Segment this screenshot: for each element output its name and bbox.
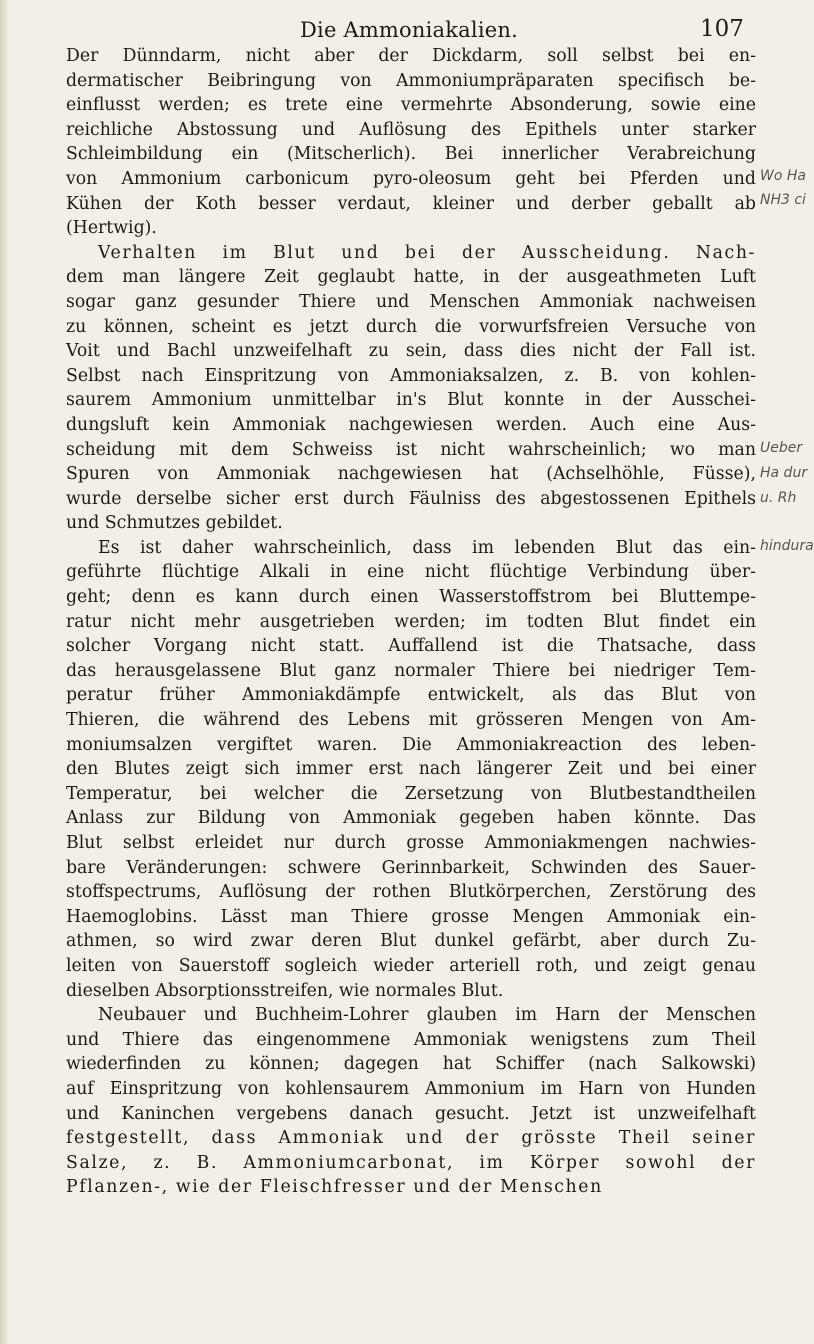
body-text <box>66 44 756 1200</box>
text-line: scheidung mit dem Schweiss ist nicht wahrscheinlich; wo man <box>66 439 756 460</box>
text-line: von Ammonium carbonicum pyro-oleosum geht bei Pferden und <box>66 168 756 189</box>
text-line: dem man längere Zeit geglaubt hatte, in der ausgeathmeten Luft <box>66 267 756 288</box>
text-line: Salze, z. B. Ammoniumcarbonat, im Körper sowohl der <box>66 1152 756 1173</box>
text-line: moniumsalzen vergiftet waren. Die Ammoniakreaction des leben- <box>66 734 756 755</box>
text-line: Selbst nach Einspritzung von Ammoniaksalzen, z. B. von kohlen- <box>66 365 756 386</box>
margin-note: hindura <box>760 538 814 554</box>
text-line: athmen, so wird zwar deren Blut dunkel gefärbt, aber durch Zu- <box>66 931 756 952</box>
running-title: Die Ammoniakalien. <box>300 18 518 42</box>
text-line: geführte flüchtige Alkali in eine nicht flüchtige Verbindung über- <box>66 562 756 583</box>
page-number: 107 <box>700 16 744 42</box>
text-line: dungsluft kein Ammoniak nachgewiesen werden. Auch eine Aus- <box>66 414 756 435</box>
text-line: ratur nicht mehr ausgetrieben werden; im todten Blut findet ein <box>66 611 756 632</box>
text-line: Schleimbildung ein (Mitscherlich). Bei innerlicher Verabreichung <box>66 144 756 165</box>
text-line: leiten von Sauerstoff sogleich wieder arteriell roth, und zeigt genau <box>66 955 756 976</box>
text-line: Blut selbst erleidet nur durch grosse Ammoniakmengen nachwies- <box>66 833 756 853</box>
text-line: Der Dünndarm, nicht aber der Dickdarm, soll selbst bei en- <box>66 46 756 66</box>
text-line: Kühen der Koth besser verdaut, kleiner und derber geballt ab <box>66 193 756 214</box>
text-line: und Thiere das eingenommene Ammoniak wenigstens zum Theil <box>66 1029 756 1050</box>
text-line: Neubauer und Buchheim-Lohrer glauben im Harn der Menschen <box>98 1005 756 1026</box>
text-line: bare Veränderungen: schwere Gerinnbarkeit, Schwinden des Sauer- <box>66 857 756 878</box>
text-line: Haemoglobins. Lässt man Thiere grosse Mengen Ammoniak ein- <box>66 906 756 927</box>
text-line: wurde derselbe sicher erst durch Fäulniss des abgestossenen Epithels <box>66 488 756 509</box>
text-line: zu können, scheint es jetzt durch die vorwurfsfreien Versuche von <box>66 316 756 337</box>
text-line: wiederfinden zu können; dagegen hat Schiffer (nach Salkowski) <box>66 1054 756 1075</box>
text-line: dieselben Absorptionsstreifen, wie normales Blut. <box>66 980 504 1001</box>
text-line: saurem Ammonium unmittelbar in's Blut konnte in der Ausschei- <box>66 390 756 411</box>
margin-note: Ueber <box>760 440 803 456</box>
text-line: Pflanzen-, wie der Fleischfresser und der Menschen <box>66 1177 603 1198</box>
text-line: Voit und Bachl unzweifelhaft zu sein, dass dies nicht der Fall ist. <box>66 341 756 362</box>
text-line: reichliche Abstossung und Auflösung des Epithels unter starker <box>66 119 756 140</box>
text-line: den Blutes zeigt sich immer erst nach längerer Zeit und bei einer <box>66 759 756 780</box>
text-line: Temperatur, bei welcher die Zersetzung von Blutbestandtheilen <box>66 783 756 804</box>
margin-note: u. Rh <box>760 490 797 506</box>
text-line: das herausgelassene Blut ganz normaler Thiere bei niedriger Tem- <box>66 660 756 681</box>
text-line: dermatischer Beibringung von Ammoniumpräparaten specifisch be- <box>66 70 756 91</box>
text-line: geht; denn es kann durch einen Wasserstoffstrom bei Bluttempe- <box>66 587 756 608</box>
text-line: Anlass zur Bildung von Ammoniak gegeben haben könnte. Das <box>66 808 756 829</box>
text-line: solcher Vorgang nicht statt. Auffallend ist die Thatsache, dass <box>66 636 756 657</box>
text-line: peratur früher Ammoniakdämpfe entwickelt, als das Blut von <box>66 685 756 706</box>
text-line: einflusst werden; es trete eine vermehrte Absonderung, sowie eine <box>66 95 756 116</box>
text-line: und Kaninchen vergebens danach gesucht. Jetzt ist unzweifelhaft <box>66 1103 756 1124</box>
margin-note: Wo Ha <box>760 168 806 184</box>
text-line: Spuren von Ammoniak nachgewiesen hat (Achselhöhle, Füsse), <box>66 464 756 485</box>
text-line: festgestellt, dass Ammoniak und der grösste Theil seiner <box>66 1128 756 1149</box>
text-line: und Schmutzes gebildet. <box>66 513 283 534</box>
text-line: (Hertwig). <box>66 218 157 239</box>
margin-note: NH3 ci <box>760 192 806 208</box>
page-edge-shadow <box>0 0 10 1344</box>
text-line: Thieren, die während des Lebens mit grösseren Mengen von Am- <box>66 710 756 731</box>
text-line: stoffspectrums, Auflösung der rothen Blutkörperchen, Zerstörung des <box>66 882 756 903</box>
text-line: sogar ganz gesunder Thiere und Menschen Ammoniak nachweisen <box>66 291 756 312</box>
margin-note: Ha dur <box>760 465 808 481</box>
text-line: Es ist daher wahrscheinlich, dass im lebenden Blut das ein- <box>98 537 756 558</box>
section-heading-line: Verhalten im Blut und bei der Ausscheidung. Nach- <box>98 242 756 263</box>
text-line: auf Einspritzung von kohlensaurem Ammonium im Harn von Hunden <box>66 1078 756 1099</box>
